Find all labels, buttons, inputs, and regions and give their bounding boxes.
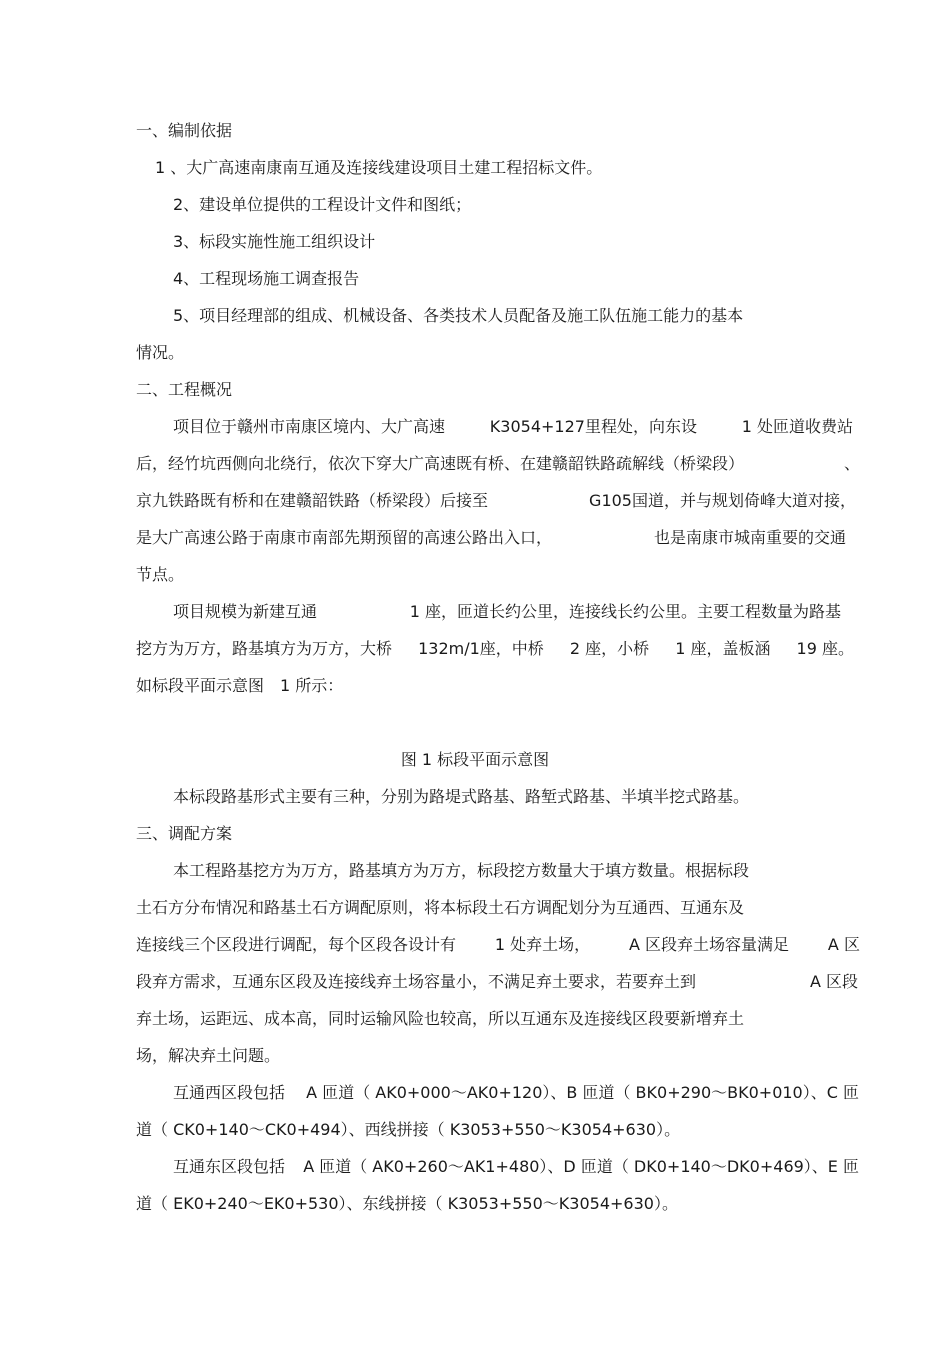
text-segment: A 匝道（ AK0+260～AK1+480）、D 匝道（ DK0+140～DK0+469）、E 匝 bbox=[303, 1157, 859, 1176]
plan-line: 弃土场，运距远、成本高，同时运输风险也较高，所以互通东及连接线区段要新增弃土 bbox=[136, 1009, 745, 1028]
east-section-line: 道（ EK0+240～EK0+530）、东线拼接（ K3053+550～K3054+630）。 bbox=[136, 1194, 678, 1213]
text-segment: A 区 bbox=[827, 935, 860, 954]
text-segment: 连接线三个区段进行调配，每个区段各设计有 bbox=[136, 935, 457, 954]
text-segment: 京九铁路既有桥和在建赣韶铁路（桥梁段）后接至 bbox=[136, 491, 489, 510]
subgrade-types: 本标段路基形式主要有三种，分别为路堤式路基、路堑式路基、半填半挖式路基。 bbox=[173, 787, 750, 806]
text-segment: 项目规模为新建互通 bbox=[173, 602, 318, 621]
text-segment: 项目位于赣州市南康区境内、大广高速 bbox=[173, 417, 446, 436]
basis-item-5-cont: 情况。 bbox=[136, 343, 185, 362]
section-heading-basis: 一、编制依据 bbox=[136, 121, 233, 140]
plan-line: 土石方分布情况和路基土石方调配原则，将本标段土石方调配划分为互通西、互通东及 bbox=[136, 898, 745, 917]
overview-line bbox=[136, 490, 856, 512]
text-segment: 也是南康市城南重要的交通 bbox=[653, 528, 846, 547]
text-segment: 挖方为万方，路基填方为万方，大桥 bbox=[136, 639, 393, 658]
text-segment: 1 座，盖板涵 bbox=[675, 639, 771, 658]
text-segment: 是大广高速公路于南康市南部先期预留的高速公路出入口， bbox=[136, 528, 553, 547]
text-segment: 、 bbox=[843, 454, 860, 473]
overview-line: 节点。 bbox=[136, 565, 185, 584]
plan-line bbox=[136, 971, 858, 993]
west-section-line: 道（ CK0+140～CK0+494）、西线拼接（ K3053+550～K3054+630）。 bbox=[136, 1120, 681, 1139]
overview-line bbox=[136, 453, 860, 475]
text-segment: A 区段弃土场容量满足 bbox=[629, 935, 790, 954]
basis-item-5: 5、项目经理部的组成、机械设备、各类技术人员配备及施工队伍施工能力的基本 bbox=[173, 306, 744, 325]
plan-line: 场，解决弃土问题。 bbox=[136, 1046, 281, 1065]
section-heading-plan: 三、调配方案 bbox=[136, 824, 233, 843]
text-segment: 2 座，小桥 bbox=[569, 639, 650, 658]
west-section-line bbox=[173, 1082, 859, 1104]
overview-line bbox=[173, 416, 853, 438]
text-segment: 1 座，匝道长约公里，连接线长约公里。主要工程数量为路基 bbox=[409, 602, 841, 621]
text-segment: G105国道，并与规划倚峰大道对接， bbox=[589, 491, 856, 510]
text-segment: 132m/1座，中桥 bbox=[418, 639, 544, 658]
basis-item-2: 2、建设单位提供的工程设计文件和图纸； bbox=[173, 195, 472, 214]
text-segment: 1 处弃土场， bbox=[494, 935, 591, 954]
text-segment: 段弃方需求，互通东区段及连接线弃土场容量小，不满足弃土要求，若要弃土到 bbox=[136, 972, 697, 991]
scale-line bbox=[136, 675, 950, 697]
text-segment: 1 处匝道收费站 bbox=[741, 417, 853, 436]
basis-item-3: 3、标段实施性施工组织设计 bbox=[173, 232, 376, 251]
text-segment: A 匝道（ AK0+000～AK0+120）、B 匝道（ BK0+290～BK0+010）、C 匝 bbox=[306, 1083, 859, 1102]
text-segment: 19 座。 bbox=[796, 639, 854, 658]
basis-item-1: 1 、大广高速南康南互通及连接线建设项目土建工程招标文件。 bbox=[155, 158, 603, 177]
scale-line bbox=[136, 638, 854, 660]
text-segment: 如标段平面示意图 bbox=[136, 676, 265, 695]
scale-line bbox=[173, 601, 841, 623]
text-segment: 1 所示： bbox=[280, 676, 344, 695]
text-segment: 互通东区段包括 bbox=[173, 1157, 286, 1176]
text-segment: A 区段 bbox=[809, 972, 858, 991]
text-segment: 互通西区段包括 bbox=[173, 1083, 286, 1102]
east-section-line bbox=[173, 1156, 859, 1178]
figure-caption: 图 1 标段平面示意图 bbox=[400, 750, 550, 769]
text-segment: K3054+127里程处，向东设 bbox=[489, 417, 697, 436]
section-heading-overview: 二、工程概况 bbox=[136, 380, 233, 399]
plan-line: 本工程路基挖方为万方，路基填方为万方，标段挖方数量大于填方数量。根据标段 bbox=[173, 861, 750, 880]
overview-line bbox=[136, 527, 846, 549]
basis-item-4: 4、工程现场施工调查报告 bbox=[173, 269, 360, 288]
text-segment: 后，经竹坑西侧向北绕行，依次下穿大广高速既有桥、在建赣韶铁路疏解线（桥梁段） bbox=[136, 454, 745, 473]
plan-line bbox=[136, 934, 860, 956]
